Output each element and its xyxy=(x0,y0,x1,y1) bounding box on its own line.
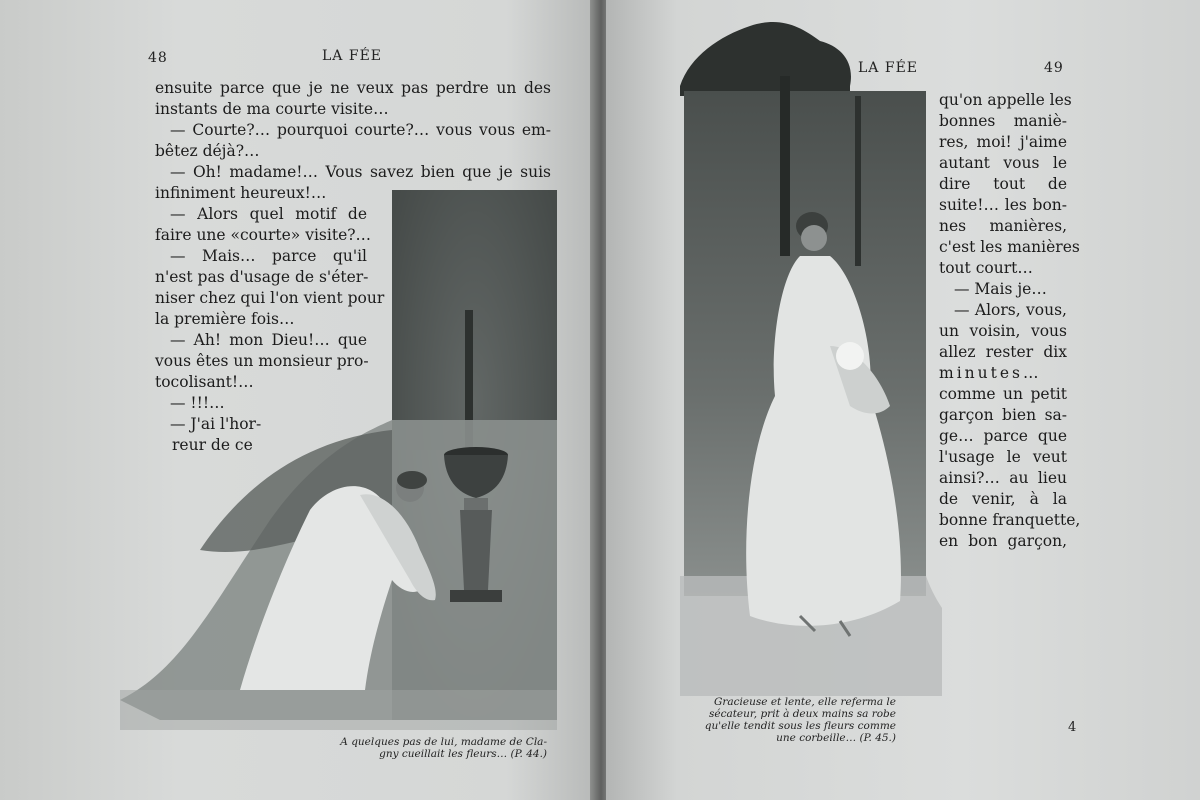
right-text-line: res, moi! j'aime xyxy=(939,133,1067,151)
left-text-line: bêtez déjà?… xyxy=(155,142,260,160)
left-text-line: — Ah! mon Dieu!… que xyxy=(170,331,367,349)
signature-mark: 4 xyxy=(1068,720,1077,735)
right-text-line: nes manières, xyxy=(939,217,1067,235)
right-plate-caption xyxy=(686,696,896,744)
right-text-line: ge… parce que xyxy=(939,427,1067,445)
caption-line: qu'elle tendit sous les fleurs comme xyxy=(704,720,896,732)
left-text-line: — J'ai l'hor- xyxy=(170,415,262,433)
right-text-line: bonnes maniè- xyxy=(939,112,1067,130)
right-text-line: l'usage le veut xyxy=(939,448,1067,466)
left-text-line: n'est pas d'usage de s'éter- xyxy=(155,268,369,286)
right-text-line: tout court… xyxy=(939,259,1033,277)
right-text-line: bonne franquette, xyxy=(939,511,1081,529)
right-text-line: autant vous le xyxy=(939,154,1067,172)
left-page-number: 48 xyxy=(148,50,168,66)
left-text-line: reur de ce xyxy=(172,436,253,454)
left-text-line: tocolisant!… xyxy=(155,373,254,391)
left-text-line: infiniment heureux!… xyxy=(155,184,327,202)
left-text-line: niser chez qui l'on vient pour xyxy=(155,289,385,307)
right-text-line: en bon garçon, xyxy=(939,532,1067,550)
right-text-line: un voisin, vous xyxy=(939,322,1067,340)
right-text-line: minutes… xyxy=(939,364,1042,382)
right-text-line: garçon bien sa- xyxy=(939,406,1067,424)
left-text-line: — Courte?… pourquoi courte?… vous vous em- xyxy=(170,121,551,139)
right-text-line: comme un petit xyxy=(939,385,1067,403)
right-text-line: — Mais je… xyxy=(954,280,1047,298)
caption-line: Gracieuse et lente, elle referma le xyxy=(714,696,896,708)
right-running-head: LA FÉE xyxy=(858,60,919,76)
right-text-line: de venir, à la xyxy=(939,490,1067,508)
caption-line: A quelques pas de lui, madame de Cla- xyxy=(340,736,547,748)
left-text-line: vous êtes un monsieur pro- xyxy=(155,352,369,370)
right-page xyxy=(606,0,1200,800)
left-running-head: LA FÉE xyxy=(322,48,383,64)
caption-line: sécateur, prit à deux mains sa robe xyxy=(708,708,896,720)
left-text-line: — !!!… xyxy=(170,394,225,412)
left-page xyxy=(0,0,596,800)
right-text-line: suite!… les bon- xyxy=(939,196,1067,214)
right-text-line: — Alors, vous, xyxy=(954,301,1067,319)
right-page-number: 49 xyxy=(1044,60,1064,76)
left-illustration xyxy=(120,190,560,730)
left-text-line: — Alors quel motif de xyxy=(170,205,367,223)
left-plate-caption xyxy=(340,736,547,760)
right-illustration xyxy=(680,16,942,696)
left-text-line: faire une «courte» visite?… xyxy=(155,226,372,244)
left-text-line: la première fois… xyxy=(155,310,295,328)
caption-line: une corbeille… (P. 45.) xyxy=(776,732,896,744)
left-text-line: ensuite parce que je ne veux pas perdre un des xyxy=(155,79,551,97)
right-text-line: dire tout de xyxy=(939,175,1067,193)
right-text-line: ainsi?… au lieu xyxy=(939,469,1067,487)
left-text-line: — Mais… parce qu'il xyxy=(170,247,367,265)
right-text-line: allez rester dix xyxy=(939,343,1067,361)
right-text-line: c'est les manières xyxy=(939,238,1080,256)
right-text-line: qu'on appelle les xyxy=(939,91,1072,109)
caption-line: gny cueillait les fleurs… (P. 44.) xyxy=(379,748,547,760)
left-text-line: — Oh! madame!… Vous savez bien que je suis xyxy=(170,163,551,181)
left-text-line: instants de ma courte visite… xyxy=(155,100,389,118)
